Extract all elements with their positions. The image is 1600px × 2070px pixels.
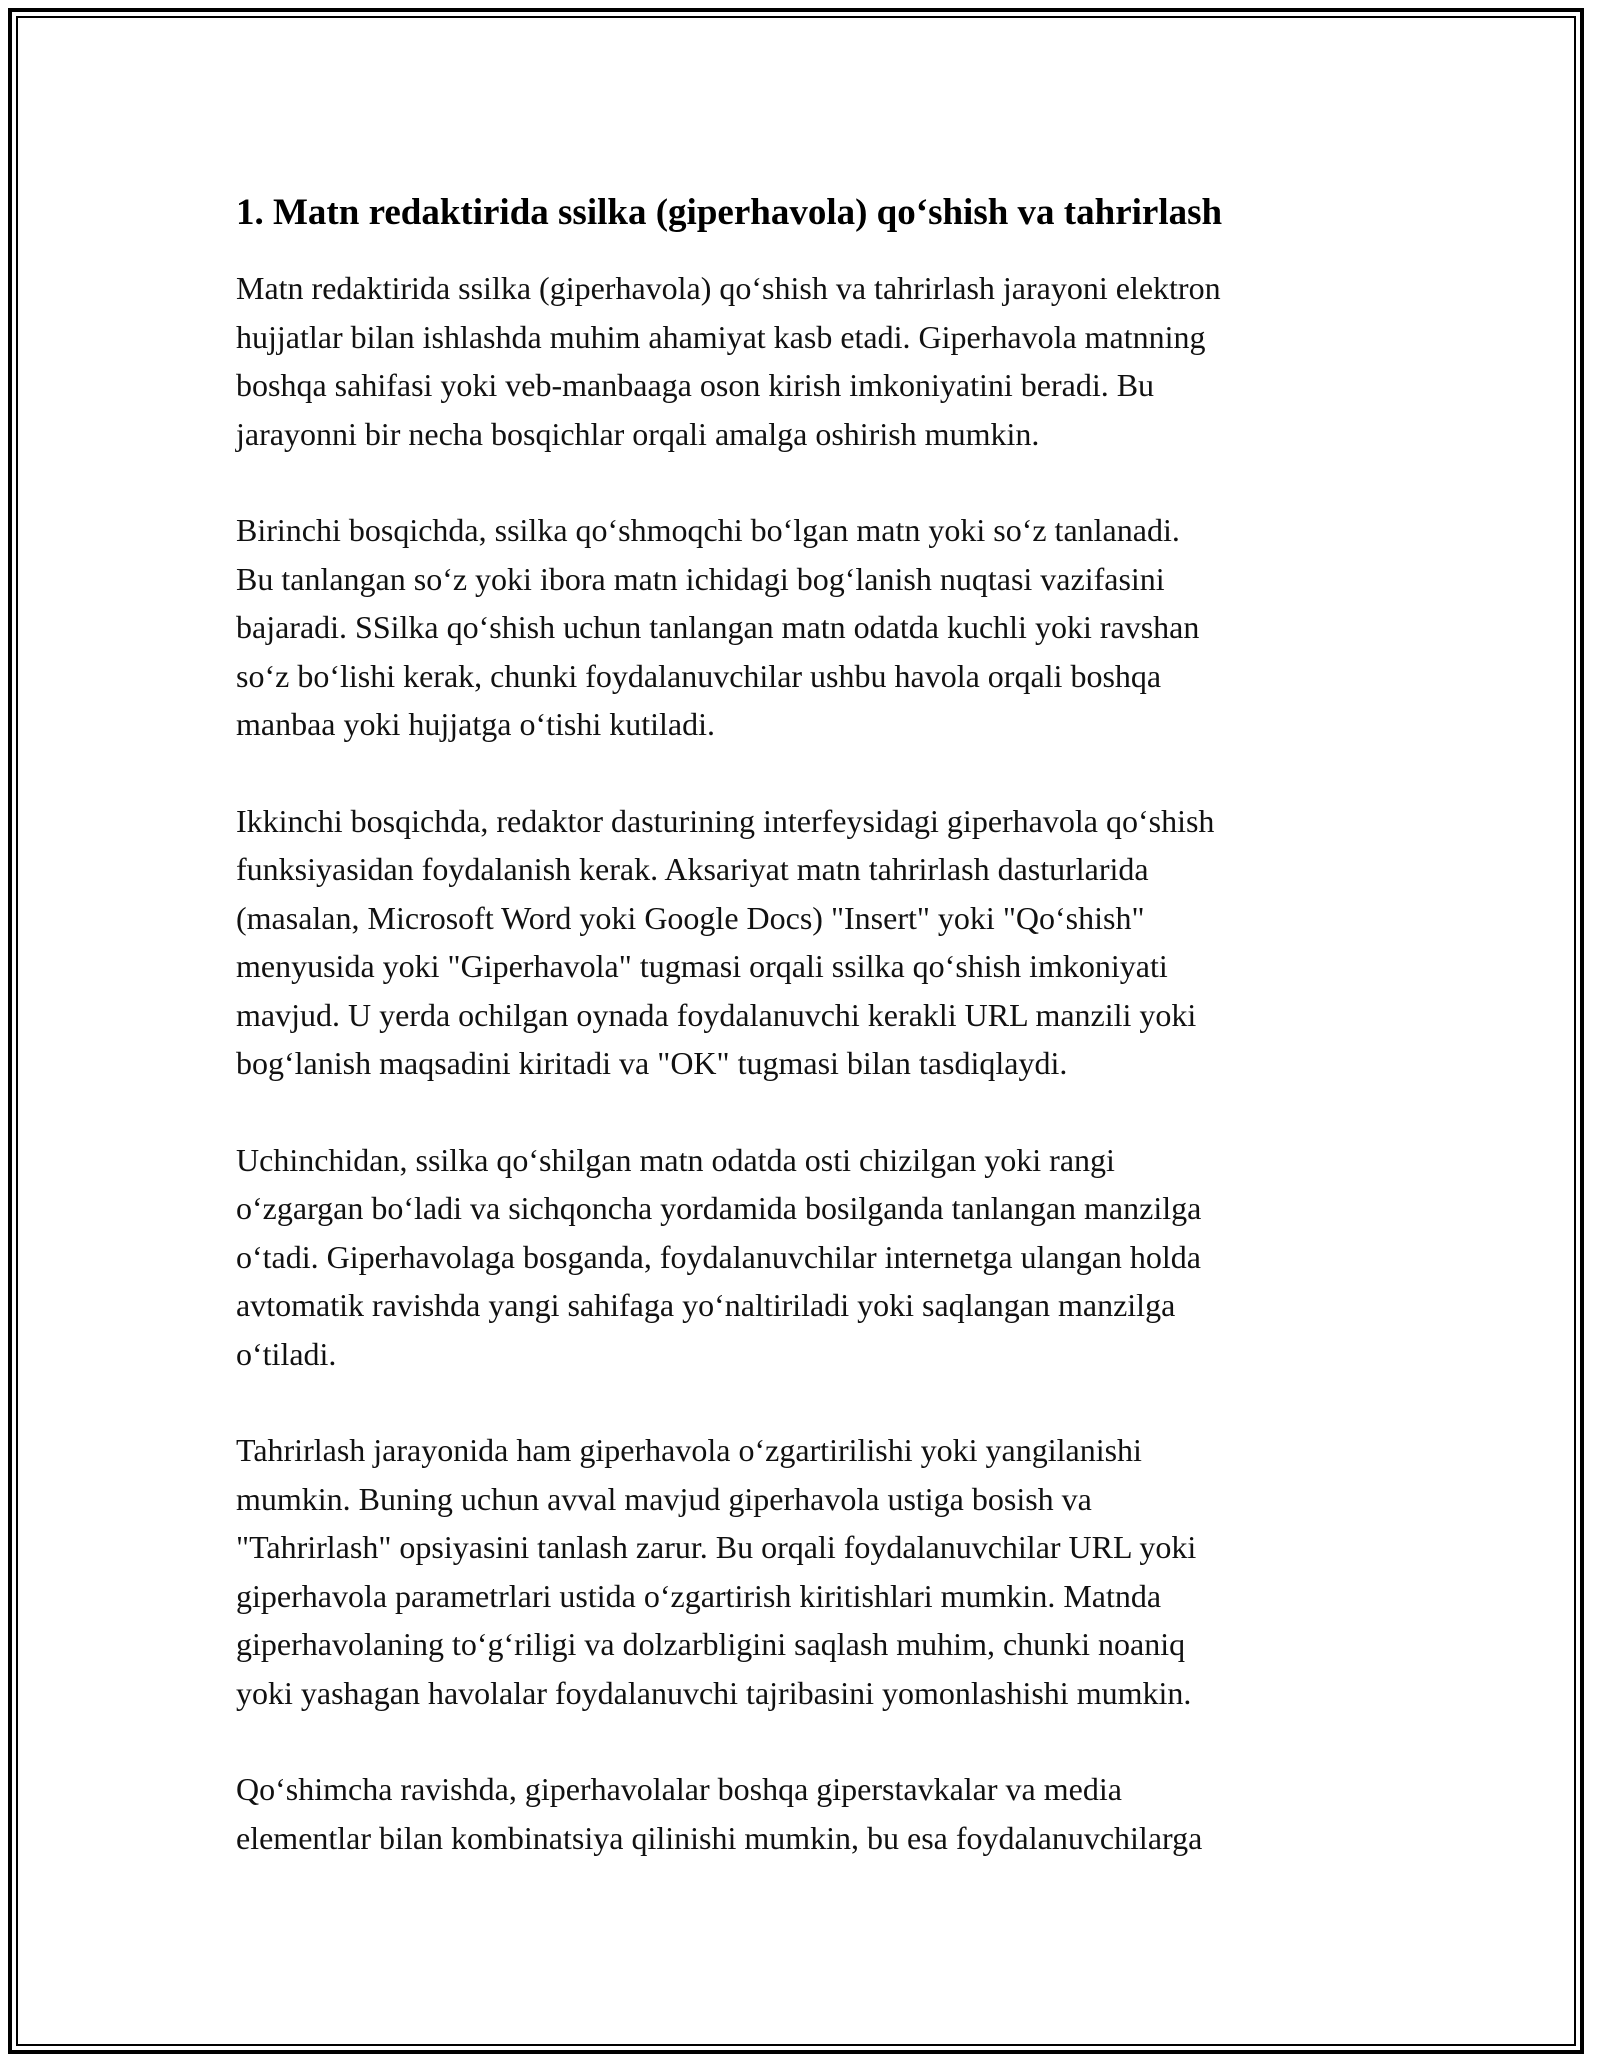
section-heading: 1. Matn redaktirida ssilka (giperhavola) qo‘shish va tahrirlash [236, 192, 1223, 233]
paragraph-step-three: Uchinchidan, ssilka qo‘shilgan matn odatda osti chizilgan yoki rangi o‘zgargan bo‘ladi va sichqoncha yordamida bosilganda tanlangan manzilga o‘tadi. Giperhavolaga bosganda, foydalanuvchilar internetga ulangan holda avtomatik ravishda yangi sahifaga yo‘naltiriladi yoki saqlangan manzilga o‘tiladi. [236, 1141, 1202, 1372]
paragraph-editing: Tahrirlash jarayonida ham giperhavola o‘zgartirilishi yoki yangilanishi mumkin. Buning uchun avval mavjud giperhavola ustiga bosish va "Tahrirlash" opsiyasini tanlash zarur. Bu orqali foydalanuvchilar URL yoki giperhavola parametrlari ustida o‘zgartirish kiritishlari mumkin. Matnda giperhavolaning to‘g‘riligi va dolzarbligini saqlash muhim, chunki noaniq yoki yashagan havolalar foydalanuvchi tajribasini yomonlashishi mumkin. [236, 1432, 1197, 1711]
paragraph-step-two: Ikkinchi bosqichda, redaktor dasturining interfeysidagi giperhavola qo‘shish funksiyasidan foydalanish kerak. Aksariyat matn tahrirlash dasturlarida (masalan, Microsoft Word yoki Google Docs) "Insert" yoki "Qo‘shish" menyusida yoki "Giperhavola" tugmasi orqali ssilka qo‘shish imkoniyati mavjud. U yerda ochilgan oynada foydalanuvchi kerakli URL manzili yoki bog‘lanish maqsadini kiritadi va "OK" tugmasi bilan tasdiqlaydi. [236, 802, 1215, 1081]
paragraph-step-one: Birinchi bosqichda, ssilka qo‘shmoqchi bo‘lgan matn yoki so‘z tanlanadi. Bu tanlangan so‘z yoki ibora matn ichidagi bog‘lanish nuqtasi vazifasini bajaradi. SSilka qo‘shish uchun tanlangan matn odatda kuchli yoki ravshan so‘z bo‘lishi kerak, chunki foydalanuvchilar ushbu havola orqali boshqa manbaa yoki hujjatga o‘tishi kutiladi. [236, 512, 1200, 742]
document-body [236, 186, 1376, 1910]
paragraph-additional: Qo‘shimcha ravishda, giperhavolalar boshqa giperstavkalar va media elementlar bilan kombinatsiya qilinishi mumkin, bu esa foydalanuvchilarga [236, 1771, 1203, 1856]
paragraph-intro: Matn redaktirida ssilka (giperhavola) qo‘shish va tahrirlash jarayoni elektron hujjatlar bilan ishlashda muhim ahamiyat kasb etadi. Giperhavola matnning boshqa sahifasi yoki veb-manbaaga oson kirish imkoniyatini beradi. Bu jarayonni bir necha bosqichlar orqali amalga oshirish mumkin. [236, 270, 1221, 452]
